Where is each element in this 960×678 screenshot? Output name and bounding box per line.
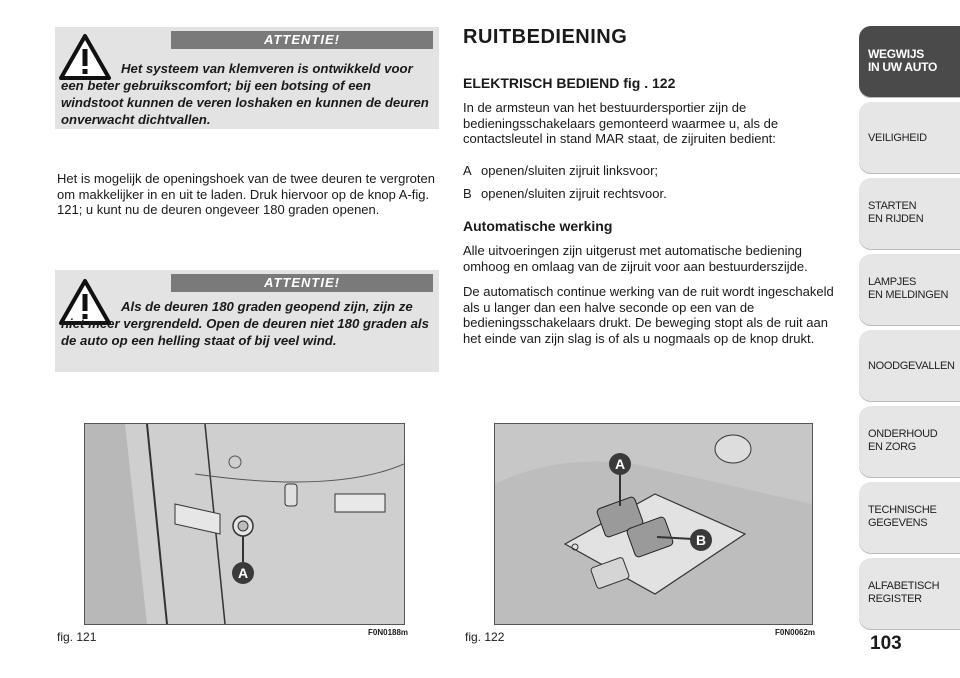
warning-label: ATTENTIE! [171,274,433,292]
tab-label: VEILIGHEID [868,132,927,144]
tab-wegwijs[interactable] [859,26,960,98]
tab-lampjes[interactable] [859,254,960,326]
tab-veiligheid[interactable] [859,102,960,174]
item-key: A [463,163,472,178]
figure-code: F0N0062m [775,628,816,637]
page-number: 103 [870,633,902,654]
section-title: RUITBEDIENING [463,26,628,48]
callout-label: A [237,565,249,581]
tab-label: NOODGEVALLEN [868,360,955,372]
callout-label-b: B [695,532,707,548]
tab-label: TECHNISCHE GEGEVENS [868,504,937,529]
list-item [463,186,667,201]
figure-caption: fig. 121 [57,630,97,644]
list-item [463,163,658,178]
tab-label: WEGWIJS IN UW AUTO [868,47,937,74]
subheading-electric: ELEKTRISCH BEDIEND fig . 122 [463,75,676,91]
tab-label: ALFABETISCH REGISTER [868,580,940,605]
paragraph-automatic: Alle uitvoeringen zijn uitgerust met automatische bediening omhoog en omlaag van de zijruit voor aan bestuurderszijde. [463,243,808,274]
paragraph-intro: In de armsteun van het bestuurdersportier zijn de bedieningsschakelaars gemonteerd waarmee u, als de contactsleutel in stand MAR staat, de zijruiten bedient: [463,100,779,146]
warning-text: Als de deuren 180 graden geopend zijn, zijn ze niet meer vergrendeld. Open de deuren niet 180 graden als de auto op een helling staat of bij veel wind. [61,299,429,348]
warning-text: Het systeem van klemveren is ontwikkeld voor een beter gebruikscomfort; bij een botsing of een windstoot kunnen de veren loshaken en kunnen de deuren onverwacht dichtvallen. [61,61,429,127]
left-paragraph: Het is mogelijk de openingshoek van de twee deuren te vergroten om makkelijker in en uit te laden. Druk hiervoor op de knop A-fig. 121; u kunt nu de deuren ongeveer 180 graden openen. [57,171,435,217]
warning-box-1 [55,27,439,129]
tab-starten[interactable] [859,178,960,250]
warning-box-2 [55,270,439,372]
tab-noodgevallen[interactable] [859,330,960,402]
item-text: openen/sluiten zijruit rechtsvoor. [481,186,667,201]
figure-caption: fig. 122 [465,630,505,644]
warning-label: ATTENTIE! [171,31,433,49]
figure-122 [494,423,813,625]
item-text: openen/sluiten zijruit linksvoor; [481,163,659,178]
callout-label-a: A [614,456,626,472]
item-key: B [463,186,472,201]
door-latch-illustration [85,424,404,624]
tab-onderhoud[interactable] [859,406,960,478]
window-switch-illustration [495,424,812,624]
tab-label: STARTEN EN RIJDEN [868,200,924,225]
figure-code: F0N0188m [368,628,409,637]
tab-label: LAMPJES EN MELDINGEN [868,276,949,301]
figure-121 [84,423,405,625]
tab-label: ONDERHOUD EN ZORG [868,428,938,453]
paragraph-continuous: De automatisch continue werking van de ruit wordt ingeschakeld als u langer dan een halve seconde op een van de bedieningsschakelaars drukt. De beweging stopt als de ruit aan het einde van zijn slag is of als u nogmaals op de knop drukt. [463,284,834,346]
tab-register[interactable] [859,558,960,630]
tab-technische[interactable] [859,482,960,554]
subheading-automatic: Automatische werking [463,218,613,234]
